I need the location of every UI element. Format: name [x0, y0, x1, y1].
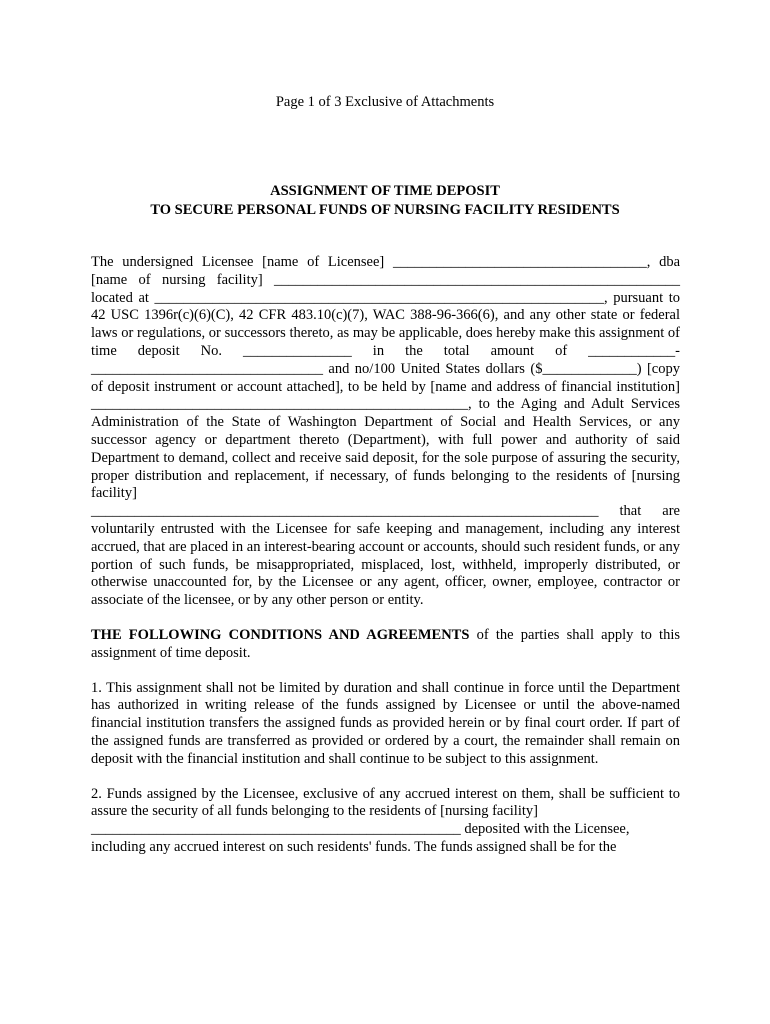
blank-line: ______________________________________________________________________ [91, 503, 599, 520]
paragraph-assignment: The undersigned Licensee [name of Licensee] ___________________________________, dba [name of nursing facility] ________________________________________________________ located at ______________________________________________________________, pursuant to 42 USC 1396r(c)(6)(C), 42 CFR 483.10(c)(7), WAC 388-96-366(6), and any other state or federal laws or regulations, or successors thereto, as may be applicable, does hereby make this assignment of time deposit No. _______________ in the total amount of ____________-________________________________ and no/100 United States dollars ($_____________) [copy of deposit instrument or account attached], to be held by [name and address of financial institution] ____________________________________________________, to the Aging and Adult Services Administration of the State of Washington Department of Social and Health Services, or any successor agency or department thereto (Department), with full power and authority of said Department to demand, collect and receive said deposit, for the sole purpose of assuring the security, proper distribution and replacement, if necessary, of funds belonging to the residents of [nursing facility] [91, 254, 680, 502]
paragraph-item-2-cont: including any accrued interest on such residents' funds. The funds assigned shall be for the [91, 838, 617, 855]
document-body [91, 254, 680, 857]
that-are-text: that are voluntarily entrusted with the Licensee for safe keeping and management, including any interest accrued, that are placed in an interest-bearing account or accounts, should such resident funds, or any portion of such funds, be misappropriated, misplaced, lost, withheld, improperly distributed, or otherwise unaccounted for, by the Licensee or any agent, officer, owner, employee, contractor or associate of the licensee, or by any other person or entity. [91, 503, 680, 609]
paragraph-item-2: 2. Funds assigned by the Licensee, exclusive of any accrued interest on them, shall be sufficient to assure the security of all funds belonging to the residents of [nursing facility] [91, 785, 680, 820]
paragraph-item-1: 1. This assignment shall not be limited by duration and shall continue in force until the Department has authorized in writing release of the funds assigned by Licensee or until the above-named financial institution transfers the assigned funds as provided herein or by final court order. If part of the assigned funds are transferred as provided or ordered by a court, the remainder shall remain on deposit with the financial institution and shall continue to be subject to this assignment. [91, 679, 680, 767]
document-title [0, 182, 770, 220]
page-header: Page 1 of 3 Exclusive of Attachments [275, 94, 495, 110]
conditions-heading: THE FOLLOWING CONDITIONS AND AGREEMENTS [91, 626, 470, 643]
paragraph-underline-line [91, 503, 680, 610]
paragraph-conditions [91, 627, 680, 663]
paragraph-item-2-line: ___________________________________________________ deposited with the Licensee, [91, 821, 630, 838]
conditions-text: of the parties shall apply to this assignment of time deposit. [91, 626, 680, 661]
title-line-2: TO SECURE PERSONAL FUNDS OF NURSING FACILITY RESIDENTS [150, 202, 620, 218]
title-line-1: ASSIGNMENT OF TIME DEPOSIT [270, 183, 500, 199]
